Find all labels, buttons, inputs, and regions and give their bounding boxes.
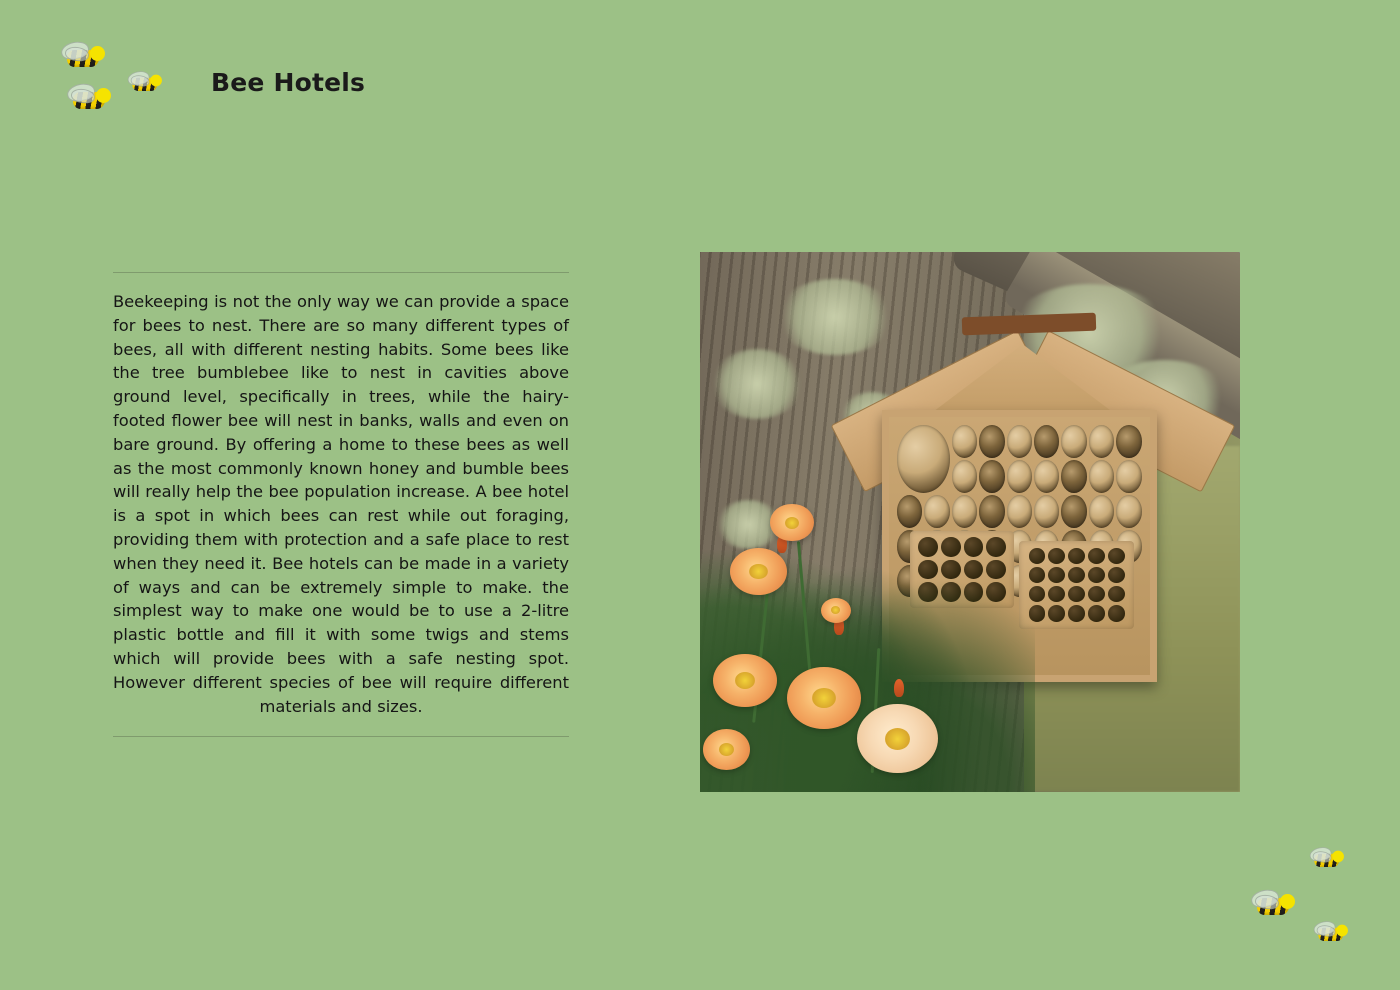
nesting-tube (1034, 495, 1059, 528)
nesting-hole (1048, 548, 1065, 564)
nesting-hole (1029, 548, 1046, 564)
lichen-patch (716, 500, 781, 549)
bee-hotel-structure (862, 322, 1197, 689)
nesting-hole (1088, 605, 1105, 621)
bee-icon (1308, 850, 1344, 870)
divider-top (113, 272, 569, 273)
nesting-hole (1029, 605, 1046, 621)
nesting-tube (897, 495, 922, 528)
nesting-hole (1048, 586, 1065, 602)
nesting-hole (964, 537, 984, 557)
bee-icon (1249, 893, 1295, 919)
nesting-hole (1108, 567, 1125, 583)
nesting-tube (979, 460, 1004, 493)
nesting-hole (1068, 605, 1085, 621)
nesting-hole (964, 560, 984, 580)
nesting-hole (986, 582, 1006, 602)
bee-icon (126, 74, 162, 94)
nesting-hole (1108, 605, 1125, 621)
nesting-tube (1007, 425, 1032, 458)
nesting-hole (1068, 567, 1085, 583)
nesting-hole (1068, 586, 1085, 602)
nesting-tube (1061, 495, 1086, 528)
nesting-hole (1108, 586, 1125, 602)
photo-canvas (700, 252, 1240, 792)
nesting-tube (1034, 425, 1059, 458)
nesting-hole (1048, 567, 1065, 583)
nesting-hole (1088, 548, 1105, 564)
nesting-box (882, 410, 1157, 682)
nesting-tube (952, 495, 977, 528)
nesting-hole (1068, 548, 1085, 564)
nesting-hole (1088, 567, 1105, 583)
bee-hotel-photo (700, 252, 1240, 792)
nesting-hole (986, 560, 1006, 580)
article-text-column (113, 272, 569, 737)
nesting-tube (1007, 460, 1032, 493)
drilled-wood-block (910, 531, 1014, 608)
nesting-tube (1116, 460, 1141, 493)
nesting-hole (918, 537, 938, 557)
bee-icon (1312, 924, 1348, 944)
nesting-hole (918, 560, 938, 580)
bee-decoration-bottom-right (1245, 845, 1375, 960)
nesting-tube (979, 425, 1004, 458)
nesting-tube (924, 495, 949, 528)
nesting-hole (986, 537, 1006, 557)
nesting-hole (964, 582, 984, 602)
nesting-tube (952, 425, 977, 458)
bee-decoration-top-left (55, 25, 185, 140)
drilled-wood-block (1019, 541, 1134, 629)
divider-bottom (113, 736, 569, 737)
nesting-tube (952, 460, 977, 493)
nesting-tube (1116, 495, 1141, 528)
nesting-hole (1048, 605, 1065, 621)
bee-icon (65, 87, 111, 113)
nesting-tube (1061, 425, 1086, 458)
nesting-tube (1089, 460, 1114, 493)
nesting-hole (1088, 586, 1105, 602)
nesting-tube (1061, 460, 1086, 493)
page-title: Bee Hotels (211, 68, 366, 97)
nesting-tube (1116, 425, 1141, 458)
nesting-hole (1108, 548, 1125, 564)
nesting-tube (1089, 495, 1114, 528)
nesting-hole (918, 582, 938, 602)
nesting-tube (897, 425, 950, 493)
roof-ridge (962, 313, 1096, 336)
article-body: Beekeeping is not the only way we can provide a space for bees to nest. There are so many different types of bees, all with different nesting habits. Some bees like the tree bumblebee like to nest in cavities above ground level, specifically in trees, while the hairy-footed flower bee will nest in banks, walls and even on bare ground. By offering a home to these bees as well as the most commonly known honey and bumble bees will really help the bee population increase. A bee hotel is a spot in which bees can rest while out foraging, providing them with protection and a safe place to rest when they need it. Bee hotels can be made in a variety of ways and can be extremely simple to make. the simplest way to make one would be to use a 2-litre plastic bottle and fill it with some twigs and stems which will provide bees with a safe nesting spot. However different species of bee will require different materials and sizes. (113, 292, 569, 716)
nesting-hole (1029, 567, 1046, 583)
nesting-tube (1007, 495, 1032, 528)
nesting-hole (1029, 586, 1046, 602)
bee-icon (59, 45, 105, 71)
nesting-hole (941, 560, 961, 580)
nesting-tube (1034, 460, 1059, 493)
lichen-patch (711, 349, 803, 419)
nesting-hole (941, 582, 961, 602)
nesting-tube (1089, 425, 1114, 458)
nesting-tube (979, 495, 1004, 528)
nesting-hole (941, 537, 961, 557)
